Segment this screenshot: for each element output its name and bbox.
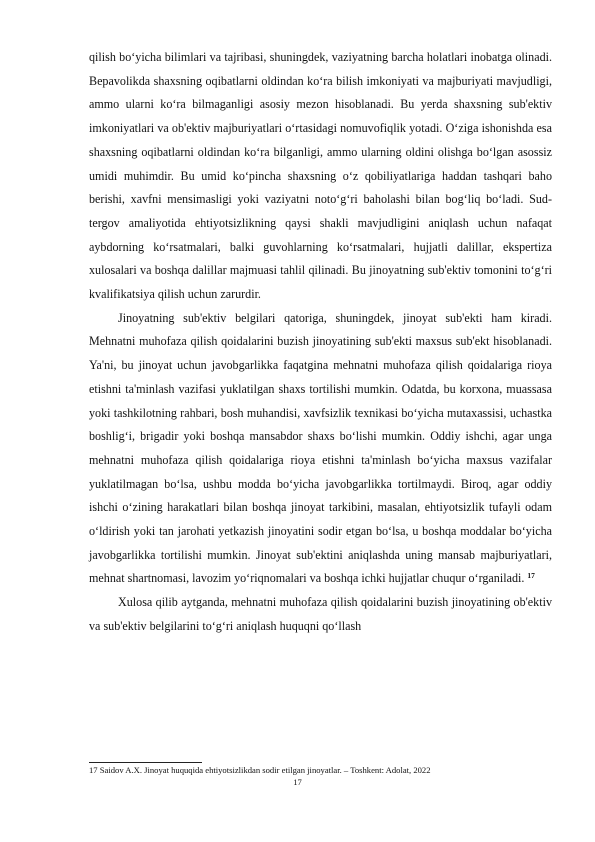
paragraph-2-text: Jinoyatning sub'ektiv belgilari qatoriga, shuningdek, jinoyat sub'ekti ham kiradi. Mehnatni muhofaza qilish qoidalarini buzish jinoyatining sub'ekti maxsus sub'ekt hisoblanadi. Ya'ni, bu jinoyat uchun javobgarlikka faqatgina mehnatni muhofaza qilish qoidalariga rioya etishni ta'minlash vazifasi yuklatilgan shaxs tortilishi mumkin. Odatda, bu korxona, muassasa yoki tashkilotning rahbari, bosh muhandisi, xavfsizlik texnikasi bo‘yicha mutaxassisi, uchastka boshlig‘i, brigadir yoki boshqa mansabdor shaxs bo‘lishi mumkin. Oddiy ishchi, agar unga mehnatni muhofaza qilish qoidalariga rioya etishni ta'minlash bo‘yicha maxsus vazifalar yuklatilmagan bo‘lsa, ushbu modda bo‘yicha javobgarlikka tortilmaydi. Biroq, agar oddiy ishchi o‘zining harakatlari bilan boshqa jinoyat tarkibini, masalan, ehtiyotsizlik tufayli odam o‘ldirish yoki tan jarohati yetkazish jinoyatini sodir etgan bo‘lsa, u boshqa moddalar bo‘yicha javobgarlikka tortilishi mumkin. Jinoyat sub'ektini aniqlashda uning mansab majburiyatlari, mehnat shartnomasi, lavozim yo‘riqnomalari va boshqa ichki hujjatlar chuqur o‘rganiladi. (89, 310, 552, 586)
footnote: 17 Saidov A.X. Jinoyat huquqida ehtiyotsizlikdan sodir etilgan jinoyatlar. – Toshkent: Adolat, 2022 (89, 765, 431, 775)
paragraph-3-text: Xulosa qilib aytganda, mehnatni muhofaza qilish qoidalarini buzish jinoyatining ob'ektiv va sub'ektiv belgilarini to‘g‘ri aniqlash huquqni qo‘llash (89, 595, 552, 633)
paragraph-1-text: qilish bo‘yicha bilimlari va tajribasi, shuningdek, vaziyatning barcha holatlari inobatga olinadi. Bepavolikda shaxsning oqibatlarni oldindan ko‘ra bilish imkoniyati va majburiyati mavjudligi, ammo ularni ko‘ra bilmaganligi asosiy mezon hisoblanadi. Bu yerda shaxsning sub'ektiv imkoniyatlari va ob'ektiv majburiyatlari o‘rtasidagi nomuvofiqlik yotadi. O‘ziga ishonishda esa shaxsning oqibatlarni oldindan ko‘ra bilganligi, ammo ularning oldini olishga bo‘lgan asossiz umidi muhimdir. Bu umid ko‘pincha shaxsning o‘z qobiliyatlariga haddan tashqari baho berishi, xavfni mensimasligi yoki vaziyatni noto‘g‘ri baholashi bilan bog‘liq bo‘ladi. Sud-tergov amaliyotida ehtiyotsizlikning qaysi shakli mavjudligini aniqlash uchun nafaqat aybdorning ko‘rsatmalari, balki guvohlarning ko‘rsatmalari, hujjatli dalillar, ekspertiza xulosalari va boshqa dalillar majmuasi tahlil qilinadi. Bu jinoyatning sub'ektiv tomonini to‘g‘ri kvalifikatsiya qilish uchun zarurdir. (89, 50, 552, 302)
paragraph-1 (89, 46, 552, 307)
page-number: 17 (293, 777, 302, 787)
paragraph-2 (89, 307, 552, 591)
footnote-divider (89, 762, 202, 763)
paragraph-3 (89, 591, 552, 638)
footnote-reference[interactable]: 17 (527, 571, 535, 581)
body-text (89, 46, 552, 639)
